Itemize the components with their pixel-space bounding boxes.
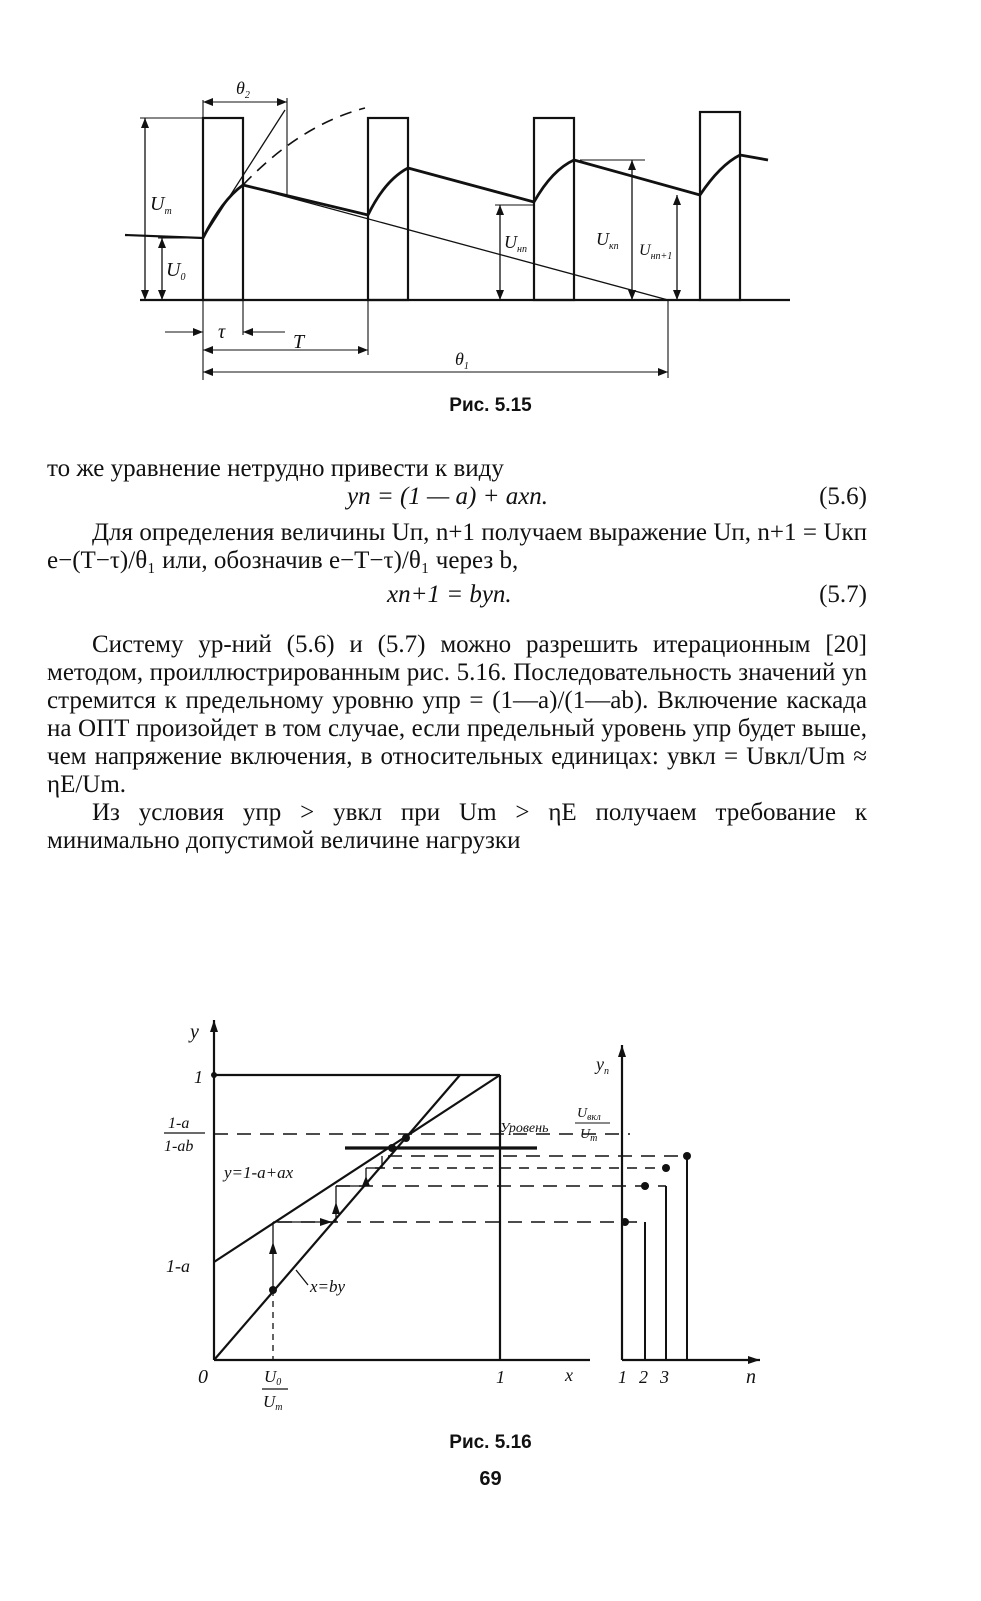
label-frac-num: 1-a: [168, 1115, 190, 1132]
label-t: T: [293, 331, 305, 353]
label-theta2: $\theta_2$: [236, 78, 250, 101]
label-level-num: $U_{вкл}$: [577, 1106, 601, 1123]
label-level: Уровень: [500, 1121, 549, 1136]
label-line-x: x=by: [310, 1277, 346, 1296]
label-one: 1: [194, 1067, 203, 1087]
label-ukp: $U_{кп}$: [596, 229, 619, 252]
line-x: [214, 1075, 460, 1360]
page-number: 69: [479, 1468, 502, 1490]
body-text: [47, 455, 867, 855]
label-n3: 3: [660, 1367, 669, 1387]
label-zero: 0: [198, 1366, 208, 1388]
label-theta1: $\theta_1$: [455, 349, 469, 372]
label-u0-den: Um: [263, 1392, 283, 1413]
pulse-1: [203, 118, 243, 300]
figure-5-15-drawing: [0, 70, 981, 390]
paragraph-2: Для определения величины Uп, n+1 получаем выражение Uп, n+1 = Uкп e−(T−τ)/θ₁ или, обозначив e−T−τ)/θ₁ через b,: [47, 519, 867, 574]
label-unp1: $U_{нп+1}$: [639, 242, 673, 262]
figure-5-15: [0, 70, 981, 390]
figure-5-16-caption: Рис. 5.16: [449, 1432, 532, 1453]
label-um: $U_m$: [150, 193, 172, 217]
paragraph-4: Из условия yпр > yвкл при Um > ηE получаем требование к минимально допустимой величине нагрузки: [47, 799, 867, 854]
label-n-axis: n: [746, 1366, 756, 1388]
label-y-axis: y: [190, 1021, 199, 1043]
label-unp: $U_{нп}$: [504, 232, 527, 255]
figure-5-15-caption: Рис. 5.15: [449, 395, 532, 416]
text-line-1: то же уравнение нетрудно привести к виду: [47, 455, 504, 482]
label-u0-num: U0: [264, 1367, 282, 1388]
equation-5-6: yn = (1 — a) + axn. (5.6): [347, 483, 867, 510]
pulse-2: [368, 118, 408, 300]
equation-5-7: xn+1 = byn. (5.7): [387, 581, 867, 608]
pulse-4: [700, 112, 740, 300]
figure-5-16-plot: [0, 1010, 981, 1415]
label-n1: 1: [618, 1367, 627, 1387]
label-u0: $U_0$: [166, 259, 186, 283]
label-line-y: y=1-a+ax: [224, 1163, 294, 1182]
paragraph-3: Систему ур-ний (5.6) и (5.7) можно разрешить итерационным [20] методом, проиллюстрированным рис. 5.16. Последовательность значений yn стремится к предельному уровню yпр = (1—a)/(1—ab). Включение каскада на ОПТ произойдет в том случае, если предельный уровень yпр будет выше, чем напряжение включения, в относительных единицах: yвкл = Uвкл/Um ≈ ηE/Um.: [47, 631, 867, 798]
label-tau: τ: [218, 321, 226, 343]
label-x-axis: x: [565, 1365, 573, 1385]
label-yn-axis: $y_n$: [596, 1054, 609, 1077]
label-x-one: 1: [496, 1367, 505, 1387]
label-n2: 2: [639, 1367, 648, 1387]
label-one-minus-a: 1-a: [166, 1256, 190, 1276]
figure-5-16-svg: [0, 1010, 981, 1415]
label-frac-den: 1-ab: [164, 1138, 194, 1155]
label-level-den: $U_m$: [580, 1127, 598, 1144]
